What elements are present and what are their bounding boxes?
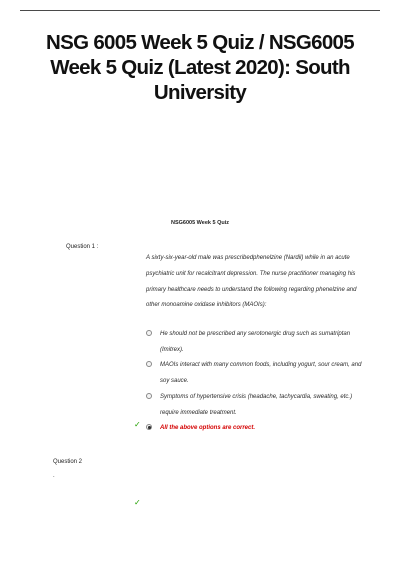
question-1-text: A sixty-six-year-old male was prescribedphenelzine (Nardil) while in an acute psychiatric unit for recalcitrant depression. The nurse practitioner managing his primary healthcare needs to understand the following regarding phenelzine and other monoamine oxidase inhibitors (MAOIs): [146,255,357,309]
radio-button[interactable] [146,361,152,367]
check-icon: ✓ [134,420,141,429]
check-icon: ✓ [134,498,141,507]
option-label: He should not be prescribed any serotonergic drug such as sumatriptan (Imitrex). [160,331,351,353]
top-rule [20,10,380,11]
question-1-label: Question 1 : [66,244,99,250]
radio-button[interactable] [146,330,152,336]
option-label: MAOIs interact with many common foods, including yogurt, sour cream, and soy sauce. [160,362,362,384]
question-1-option-2[interactable] [146,358,368,390]
radio-button[interactable] [146,393,152,399]
document-title: NSG 6005 Week 5 Quiz / NSG6005 Week 5 Quiz (Latest 2020): South University [46,31,354,104]
question-1-option-1[interactable] [146,327,368,359]
question-1-option-4[interactable] [146,421,368,437]
question-2-label: Question 2 [53,459,83,465]
radio-button-selected[interactable] [146,424,152,430]
option-label: Symptoms of hypertensive crisis (headache, tachycardia, sweating, etc.) require immediate treatment. [160,394,353,416]
correct-option-label: All the above options are correct. [160,425,256,431]
question-2-text: . [53,473,55,479]
quiz-subtitle: NSG6005 Week 5 Quiz [171,220,229,226]
question-1-option-3[interactable] [146,390,368,422]
